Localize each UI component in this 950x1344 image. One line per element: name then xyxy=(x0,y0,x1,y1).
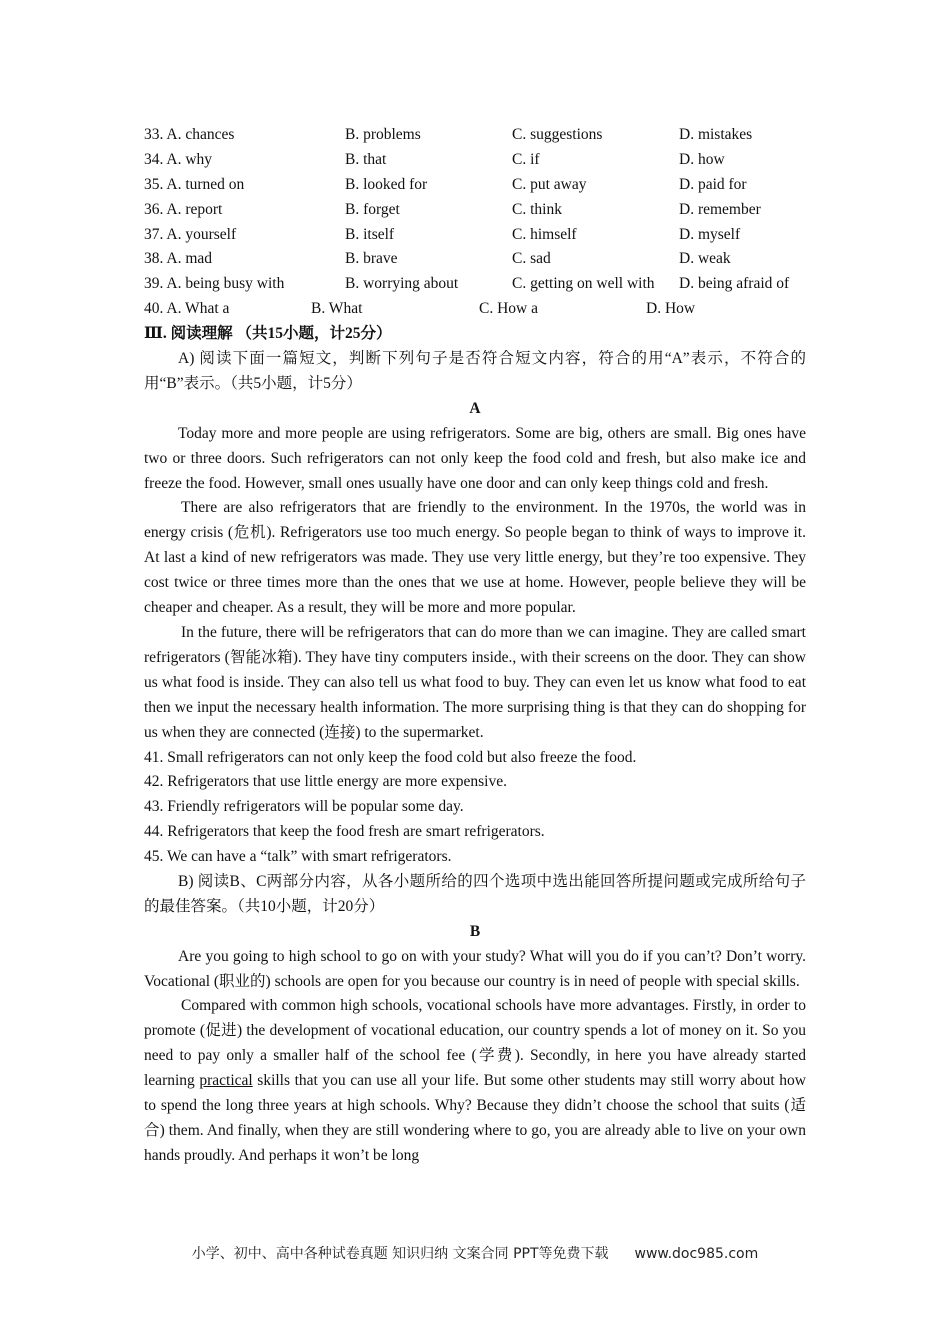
option-row-35 xyxy=(144,173,806,198)
option-a: 36. A. report xyxy=(144,200,223,218)
option-c: C. getting on well with xyxy=(512,275,655,293)
option-row-39 xyxy=(144,272,806,297)
option-b: B. itself xyxy=(345,225,395,243)
question-45: 45. We can have a “talk” with smart refrigerators. xyxy=(144,848,452,866)
question-41: 41. Small refrigerators can not only keep the food cold but also freeze the food. xyxy=(144,748,637,766)
option-b: B. that xyxy=(345,150,387,168)
option-c: C. put away xyxy=(512,175,587,193)
option-a: 38. A. mad xyxy=(144,250,213,268)
option-a: 34. A. why xyxy=(144,150,213,168)
question-42: 42. Refrigerators that use little energy are more expensive. xyxy=(144,773,507,791)
footer xyxy=(0,1243,950,1263)
question-43: 43. Friendly refrigerators will be popular some day. xyxy=(144,798,464,816)
footer-site: www.doc985.com xyxy=(634,1246,759,1262)
cloze-options xyxy=(144,123,806,322)
option-row-36 xyxy=(144,198,806,223)
option-b: B. forget xyxy=(345,200,400,218)
option-b: B. worrying about xyxy=(345,275,459,293)
option-d: D. paid for xyxy=(679,175,747,193)
option-c: C. How a xyxy=(479,300,538,318)
option-d: D. How xyxy=(646,300,696,318)
option-d: D. myself xyxy=(679,225,741,243)
option-d: D. how xyxy=(679,150,725,168)
option-row-40 xyxy=(144,297,806,322)
underlined-word: practical xyxy=(199,1072,253,1090)
exam-page xyxy=(144,123,806,1169)
text-run: Compared with common high schools, vocational schools have more advantages. Firstly, in order to promote (促进) the development of vocational education, our country spends a lot of money on it. So you need to pay only a smaller half of the school fee (学费). Secondly, in here you have already started learning xyxy=(144,997,806,1090)
option-row-34 xyxy=(144,148,806,173)
option-c: C. sad xyxy=(512,250,551,268)
passage-a-paragraph: There are also refrigerators that are friendly to the environment. In the 1970s, the world was in energy crisis (危机). Refrigerators use too much energy. So people began to think of ways to improve it. At last a kind of new refrigerators was made. They use very little energy, but they’re too expensive. They cost twice or three times more than the ones that we use at home. However, people believe they will be cheaper and cheaper. As a result, they will be more and more popular. xyxy=(144,499,806,617)
option-a: 35. A. turned on xyxy=(144,175,245,193)
option-b: B. brave xyxy=(345,250,398,268)
questions-a xyxy=(144,746,806,870)
option-row-38 xyxy=(144,247,806,272)
option-d: D. being afraid of xyxy=(679,275,790,293)
passage-b-paragraph xyxy=(144,994,806,1168)
option-c: C. if xyxy=(512,150,540,168)
option-d: D. remember xyxy=(679,200,761,218)
option-d: D. mistakes xyxy=(679,126,753,143)
passage-b-title: B xyxy=(469,922,481,940)
passage-a-paragraph: Today more and more people are using refrigerators. Some are big, others are small. Big ones have two or three doors. Such refrigerators can not only keep the food cold and fresh, but also make ice and freeze the food. However, small ones usually have one door and can only keep things cold and fresh. xyxy=(144,424,806,492)
option-b: B. What xyxy=(311,300,363,318)
option-c: C. himself xyxy=(512,225,577,243)
part-a-instruction: A) 阅读下面一篇短文，判断下列句子是否符合短文内容，符合的用“A”表示，不符合的用“B”表示。（共5小题，计5分） xyxy=(144,350,806,392)
option-a: 39. A. being busy with xyxy=(144,275,285,293)
section-title-reading: Ⅲ. 阅读理解 （共15小题，计25分） xyxy=(144,325,392,343)
passage-b-paragraph: Are you going to high school to go on with your study? What will you do if you can’t? Don’t worry. Vocational (职业的) schools are open for you because our country is in need of people with special skills. xyxy=(144,947,806,990)
question-44: 44. Refrigerators that keep the food fresh are smart refrigerators. xyxy=(144,823,545,841)
passage-a-paragraph: In the future, there will be refrigerators that can do more than we can imagine. They are called smart refrigerators (智能冰箱). They have tiny computers inside., with their screens on the door. They can show us what food is inside. They can also tell us what food to buy. They can even let us know what food to eat then we input the necessary health information. The more surprising thing is that they can do shopping for us when they are connected (连接) to the supermarket. xyxy=(144,623,806,741)
option-a: 37. A. yourself xyxy=(144,225,237,243)
option-row-37 xyxy=(144,223,806,248)
footer-text: 小学、初中、高中各种试卷真题 知识归纳 文案合同 PPT等免费下载 xyxy=(191,1246,609,1262)
option-a: 33. A. chances xyxy=(144,126,235,143)
option-c: C. think xyxy=(512,200,562,218)
option-b: B. looked for xyxy=(345,175,428,193)
option-d: D. weak xyxy=(679,250,731,268)
option-row-33 xyxy=(144,123,806,148)
text-run: skills that you can use all your life. But some other students may still worry about how to spend the long three years at high schools. Why? Because they didn’t choose the school that suits (适合) them. And finally, when they are still wondering where to go, you are already able to live on your own hands proudly. And perhaps it won’t be long xyxy=(144,1072,806,1164)
part-b-instruction: B) 阅读B、C两部分内容，从各小题所给的四个选项中选出能回答所提问题或完成所给句子的最佳答案。（共10小题，计20分） xyxy=(144,872,806,915)
option-a: 40. A. What a xyxy=(144,300,230,318)
option-c: C. suggestions xyxy=(512,126,603,143)
passage-a-title: A xyxy=(469,399,481,417)
option-b: B. problems xyxy=(345,126,421,143)
